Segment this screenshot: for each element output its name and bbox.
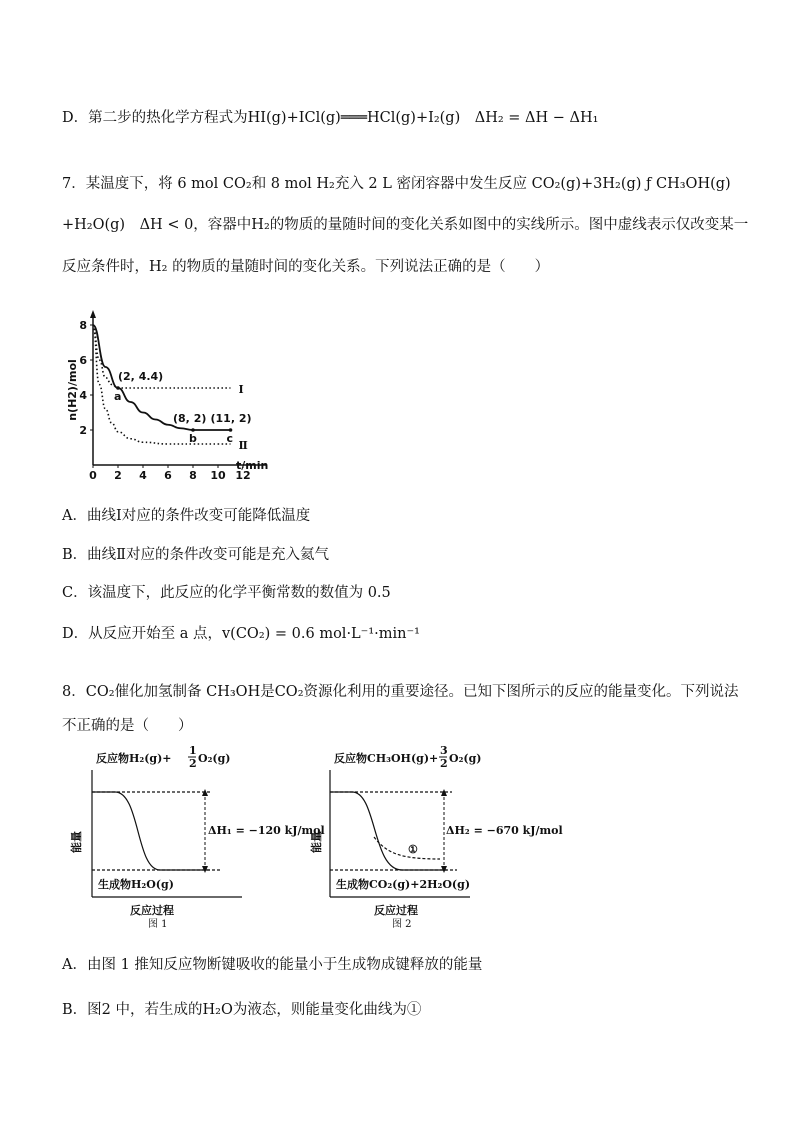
y-axis-arrow xyxy=(90,310,96,318)
fig1-dh-label: ΔH₁ = −120 kJ/mol xyxy=(208,824,325,837)
fig1-y-label: 能量 xyxy=(70,831,83,853)
fig1-caption: 图 1 xyxy=(148,919,168,930)
fig2-curve-marker: ① xyxy=(408,843,418,856)
y-tick-label: 4 xyxy=(79,389,87,402)
fig1-energy-curve xyxy=(92,792,210,870)
fig1-half-den: 2 xyxy=(189,757,197,770)
point-marker-label: c xyxy=(226,432,234,445)
energy-diagram-1 xyxy=(70,742,325,932)
x-tick-label: 8 xyxy=(189,469,197,482)
q8-option-a: A．由图 1 推知反应物断键吸收的能量小于生成物成键释放的能量 xyxy=(62,957,483,973)
x-tick-label: 4 xyxy=(139,469,147,482)
question-7-line-1: 7．某温度下，将 6 mol CO₂和 8 mol H₂充入 2 L 密闭容器中发生反应 CO₂(g)+3H₂(g) ƒ CH₃OH(g) xyxy=(62,176,731,192)
y-tick-label: 8 xyxy=(79,319,87,332)
fig1-product: 生成物H₂O(g) xyxy=(98,878,174,891)
x-axis-label: t/min xyxy=(236,459,269,472)
question-8-line-2: 不正确的是（ ） xyxy=(62,718,193,734)
question-7-line-3: 反应条件时，H₂ 的物质的量随时间的变化关系。下列说法正确的是（ ） xyxy=(62,259,550,275)
point-coord-label: (11, 2) xyxy=(210,412,252,425)
x-tick-label: 2 xyxy=(114,469,122,482)
fig2-frac-den: 2 xyxy=(440,757,448,770)
fig2-product: 生成物CO₂(g)+2H₂O(g) xyxy=(336,878,471,891)
y-axis-label: n(H2)/mol xyxy=(66,359,79,421)
fig1-reactant: 反应物H₂(g)+ xyxy=(96,752,172,765)
energy-diagram-2 xyxy=(312,742,562,932)
series-label-1: Ⅰ xyxy=(238,383,244,396)
y-tick-label: 2 xyxy=(79,424,87,437)
q7-option-d: D．从反应开始至 a 点，v(CO₂) = 0.6 mol·L⁻¹·min⁻¹ xyxy=(62,626,420,642)
point-marker-label: b xyxy=(189,432,197,445)
x-tick-label: 6 xyxy=(164,469,172,482)
fig2-dh-label: ΔH₂ = −670 kJ/mol xyxy=(446,824,563,837)
series-label-2: Ⅱ xyxy=(238,439,248,452)
x-tick-label: 0 xyxy=(89,469,97,482)
q7-option-a: A．曲线Ⅰ对应的条件改变可能降低温度 xyxy=(62,508,311,524)
fig2-reactant: 反应物CH₃OH(g)+ xyxy=(334,752,439,765)
fig1-o2: O₂(g) xyxy=(198,752,231,765)
fig2-o2: O₂(g) xyxy=(449,752,482,765)
point-marker-label: a xyxy=(114,390,122,403)
q7-option-b: B．曲线Ⅱ对应的条件改变可能是充入氦气 xyxy=(62,547,330,563)
question-7-line-2: +H₂O(g) ΔH < 0，容器中H₂的物质的量随时间的变化关系如图中的实线所示。图中虚线表示仅改变某一 xyxy=(62,217,749,233)
point-coord-label: (8, 2) xyxy=(173,412,207,425)
fig2-frac-num: 3 xyxy=(440,744,448,757)
fig2-x-label: 反应过程 xyxy=(374,904,418,917)
x-tick-label: 10 xyxy=(210,469,226,482)
question-8-line-1: 8．CO₂催化加氢制备 CH₃OH是CO₂资源化利用的重要途径。已知下图所示的反应的能量变化。下列说法 xyxy=(62,684,739,700)
q7-option-c: C．该温度下，此反应的化学平衡常数的数值为 0.5 xyxy=(62,585,391,601)
point-coord-label: (2, 4.4) xyxy=(118,370,164,383)
y-tick-label: 6 xyxy=(79,354,87,367)
fig2-y-label: 能量 xyxy=(310,831,323,853)
fig1-x-label: 反应过程 xyxy=(130,904,174,917)
option-d-q6: D．第二步的热化学方程式为HI(g)+ICl(g)═══HCl(g)+I₂(g) ΔH₂ = ΔH − ΔH₁ xyxy=(62,110,599,126)
q8-option-b: B．图2 中，若生成的H₂O为液态，则能量变化曲线为① xyxy=(62,1002,422,1018)
fig2-caption: 图 2 xyxy=(392,919,412,930)
chart-h2-moles xyxy=(66,300,276,480)
x-tick-label: 12 xyxy=(235,469,251,482)
fig1-half-num: 1 xyxy=(189,744,197,757)
